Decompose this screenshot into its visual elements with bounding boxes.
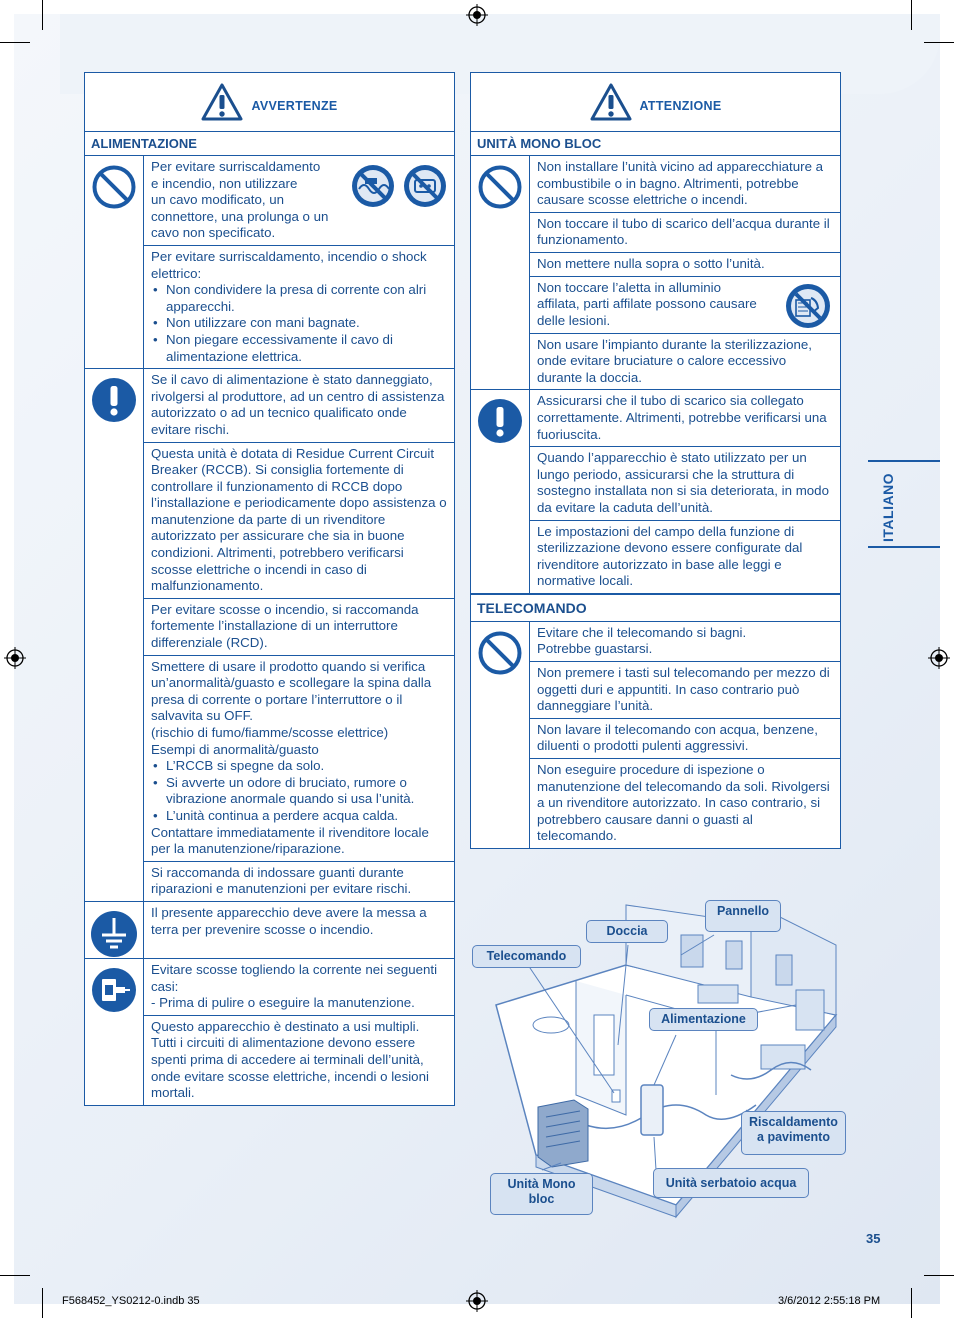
callout-unita-serbatoio-acqua: Unità serbatoio acqua <box>653 1168 809 1198</box>
caution-text-remote-service: Non eseguire procedure di ispezione o manutenzione del telecomando da soli. Rivolgersi a un rivenditore autorizzato. In caso contrario, si potrebbero causare danni o guasti al telecomando. <box>537 762 830 844</box>
warning-text-multi-supply: Questo apparecchio è destinato a usi multipli. Tutti i circuiti di alimentazione devono essere spenti prima di accedere ai terminali dell’unità, onde evitare scosse elettriche, incendi o lesioni mortali. <box>151 1018 429 1101</box>
callout-riscaldamento-pavimento: Riscaldamento a pavimento <box>741 1111 846 1155</box>
cautions-header <box>471 73 840 132</box>
callout-telecomando: Telecomando <box>472 945 581 968</box>
crop-mark <box>911 1288 912 1318</box>
no-touch-fin-icon <box>784 282 832 330</box>
warning-text-anomaly: Smettere di usare il prodotto quando si verifica un’anormalità/guasto e scollegare la spina dalla presa di corrente o portare l’interruttore o il salvavita su OFF. (rischio di fumo/fiamme/scosse elettrice) Esempi di anormalità/guasto • L’RCCB si spegne da solo. • Si avverte un odore di bruciato, rumore o vibrazione anormale quando si usa l’unità. • L’unità continua a perdere acqua calda. Contattare immediatamente il rivenditore locale per la manutenzione/riparazione. <box>144 656 454 862</box>
earth-group <box>85 902 454 959</box>
earth-ground-icon <box>90 910 138 958</box>
caution-text-nothing-on-unit: Non mettere nulla sopra o sotto l’unità. <box>530 253 840 277</box>
prohibition-group <box>471 156 840 390</box>
section-mono-bloc: UNITÀ MONO BLOC <box>471 132 840 156</box>
warning-text-unplug: Evitare scosse togliendo la corrente nei seguenti casi: - Prima di pulire o eseguire la manutenzione. <box>144 959 454 1016</box>
unplug-group <box>85 959 454 1105</box>
prohibition-icon <box>477 630 523 676</box>
mandatory-group <box>85 369 454 902</box>
registration-mark-icon <box>4 647 26 669</box>
footer-timestamp: 3/6/2012 2:55:18 PM <box>778 1295 881 1307</box>
section-telecomando: TELECOMANDO <box>471 594 840 622</box>
registration-mark-icon <box>466 4 488 26</box>
cautions-panel <box>470 72 841 849</box>
warning-triangle-icon <box>590 83 632 121</box>
prohibition-group <box>471 622 840 848</box>
mandatory-action-icon <box>91 377 137 423</box>
warning-text-overheating: Per evitare surriscaldamento, incendio o shock elettrico: • Non condividere la presa di corrente con alri apparecchi. • Non utilizzare con mani bagnate. • Non piegare eccessivamente il cavo di alimentazione elettrica. <box>144 246 454 368</box>
prohibition-icon <box>477 164 523 210</box>
warning-text-earth: Il presente apparecchio deve avere la messa a terra per prevenire scosse o incendio. <box>151 904 427 937</box>
caution-text-remote-sharp: Non premere i tasti sul telecomando per mezzo di oggetti duri e appuntiti. In caso contrario può danneggiare l’unità. <box>530 662 840 719</box>
cautions-title: ATTENZIONE <box>639 99 722 113</box>
caution-text-drain-connection: Assicurarsi che il tubo di scarico sia collegato correttamente. Altrimenti, potrebbe verificarsi una fuoriuscita. <box>530 390 840 447</box>
callout-pannello: Pannello <box>705 900 781 932</box>
callout-alimentazione: Alimentazione <box>649 1008 758 1031</box>
crop-mark <box>0 42 30 43</box>
warnings-panel <box>84 72 455 1106</box>
callout-unita-mono-bloc: Unità Mono bloc <box>490 1173 593 1215</box>
mandatory-action-icon <box>477 398 523 444</box>
footer-file-info: F568452_YS0212-0.indb 35 <box>62 1295 200 1307</box>
page-number: 35 <box>866 1231 881 1246</box>
prohibition-icon <box>91 164 137 210</box>
crop-mark <box>42 1288 43 1318</box>
caution-text-sterilization-settings: Le impostazioni del campo della funzione di sterilizzazione devono essere configurate dal rivenditore autorizzato in base alle leggi e normative locali. <box>537 523 803 589</box>
section-alimentazione: ALIMENTAZIONE <box>85 132 454 156</box>
caution-text-combustion: Non installare l’unità vicino ad apparecchiature a combustibile o in bagno. Altrimenti, potrebbe causare scosse elettriche o incendi. <box>530 156 840 213</box>
caution-text-support-structure: Quando l’apparecchio è stato utilizzato per un lungo periodo, assicurarsi che la struttura di sostegno installata non si sia deteriorata, in modo da evitare la caduta dell’unità. <box>530 447 840 520</box>
mandatory-group <box>471 390 840 594</box>
crop-mark <box>924 42 954 43</box>
crop-mark <box>0 1275 30 1276</box>
language-tab-label: ITALIANO <box>880 472 896 542</box>
no-modified-cable-icon <box>350 163 396 209</box>
crop-mark <box>42 0 43 30</box>
warnings-header <box>85 73 454 132</box>
warning-triangle-icon <box>201 83 243 121</box>
crop-mark <box>911 0 912 30</box>
registration-mark-icon <box>466 1290 488 1312</box>
caution-text-remote-wash: Non lavare il telecomando con acqua, benzene, diluenti o prodotti pulenti aggressivi. <box>530 719 840 759</box>
registration-mark-icon <box>928 647 950 669</box>
language-tab <box>868 460 940 548</box>
caution-text-aluminium-fin: Non toccare l’aletta in alluminio affilata, parti affilate possono causare delle lesioni. <box>530 277 840 334</box>
callout-doccia: Doccia <box>586 920 668 943</box>
caution-text-remote-wet: Evitare che il telecomando si bagni. Potrebbe guastarsi. <box>530 622 840 662</box>
warning-text-gloves: Si raccomanda di indossare guanti durante riparazioni e manutenzioni per evitare rischi. <box>151 864 412 897</box>
warning-text-rcd: Per evitare scosse o incendio, si raccomanda fortemente l’installazione di un interruttore differenziale (RCD). <box>144 599 454 656</box>
caution-text-drain-pipe: Non toccare il tubo di scarico dell’acqua durante il funzionamento. <box>530 213 840 253</box>
warning-text-damaged-cable: Se il cavo di alimentazione è stato danneggiato, rivolgersi al produttore, ad un centro di assistenza autorizzato o ad un tecnico qualificato onde evitare rischi. <box>144 369 454 442</box>
crop-mark <box>924 1275 954 1276</box>
caution-text-sterilization: Non usare l’impianto durante la sterilizzazione, onde evitare bruciature o calore eccessivo durante la doccia. <box>537 336 812 385</box>
unplug-icon <box>91 967 137 1013</box>
no-extension-cord-icon <box>402 163 448 209</box>
warning-text-rccb: Questa unità è dotata di Residue Current Circuit Breaker (RCCB). Si consiglia fortemente di controllare il funzionamento di RCCB dopo l’installazione e periodicamente dopo assistenza o manutenzione da parte di un rivenditore autorizzato per assicurare che sia in buone condizioni. Altrimenti, potrebbero verificarsi scosse elettriche o incendi in caso di malfunzionamento. <box>144 443 454 599</box>
warnings-title: AVVERTENZE <box>251 99 338 113</box>
warning-text-modified-cable: Per evitare surriscaldamento e incendio, non utilizzare un cavo modificato, un connettore, una prolunga o un cavo non specificato. <box>144 156 454 246</box>
prohibition-group <box>85 156 454 369</box>
